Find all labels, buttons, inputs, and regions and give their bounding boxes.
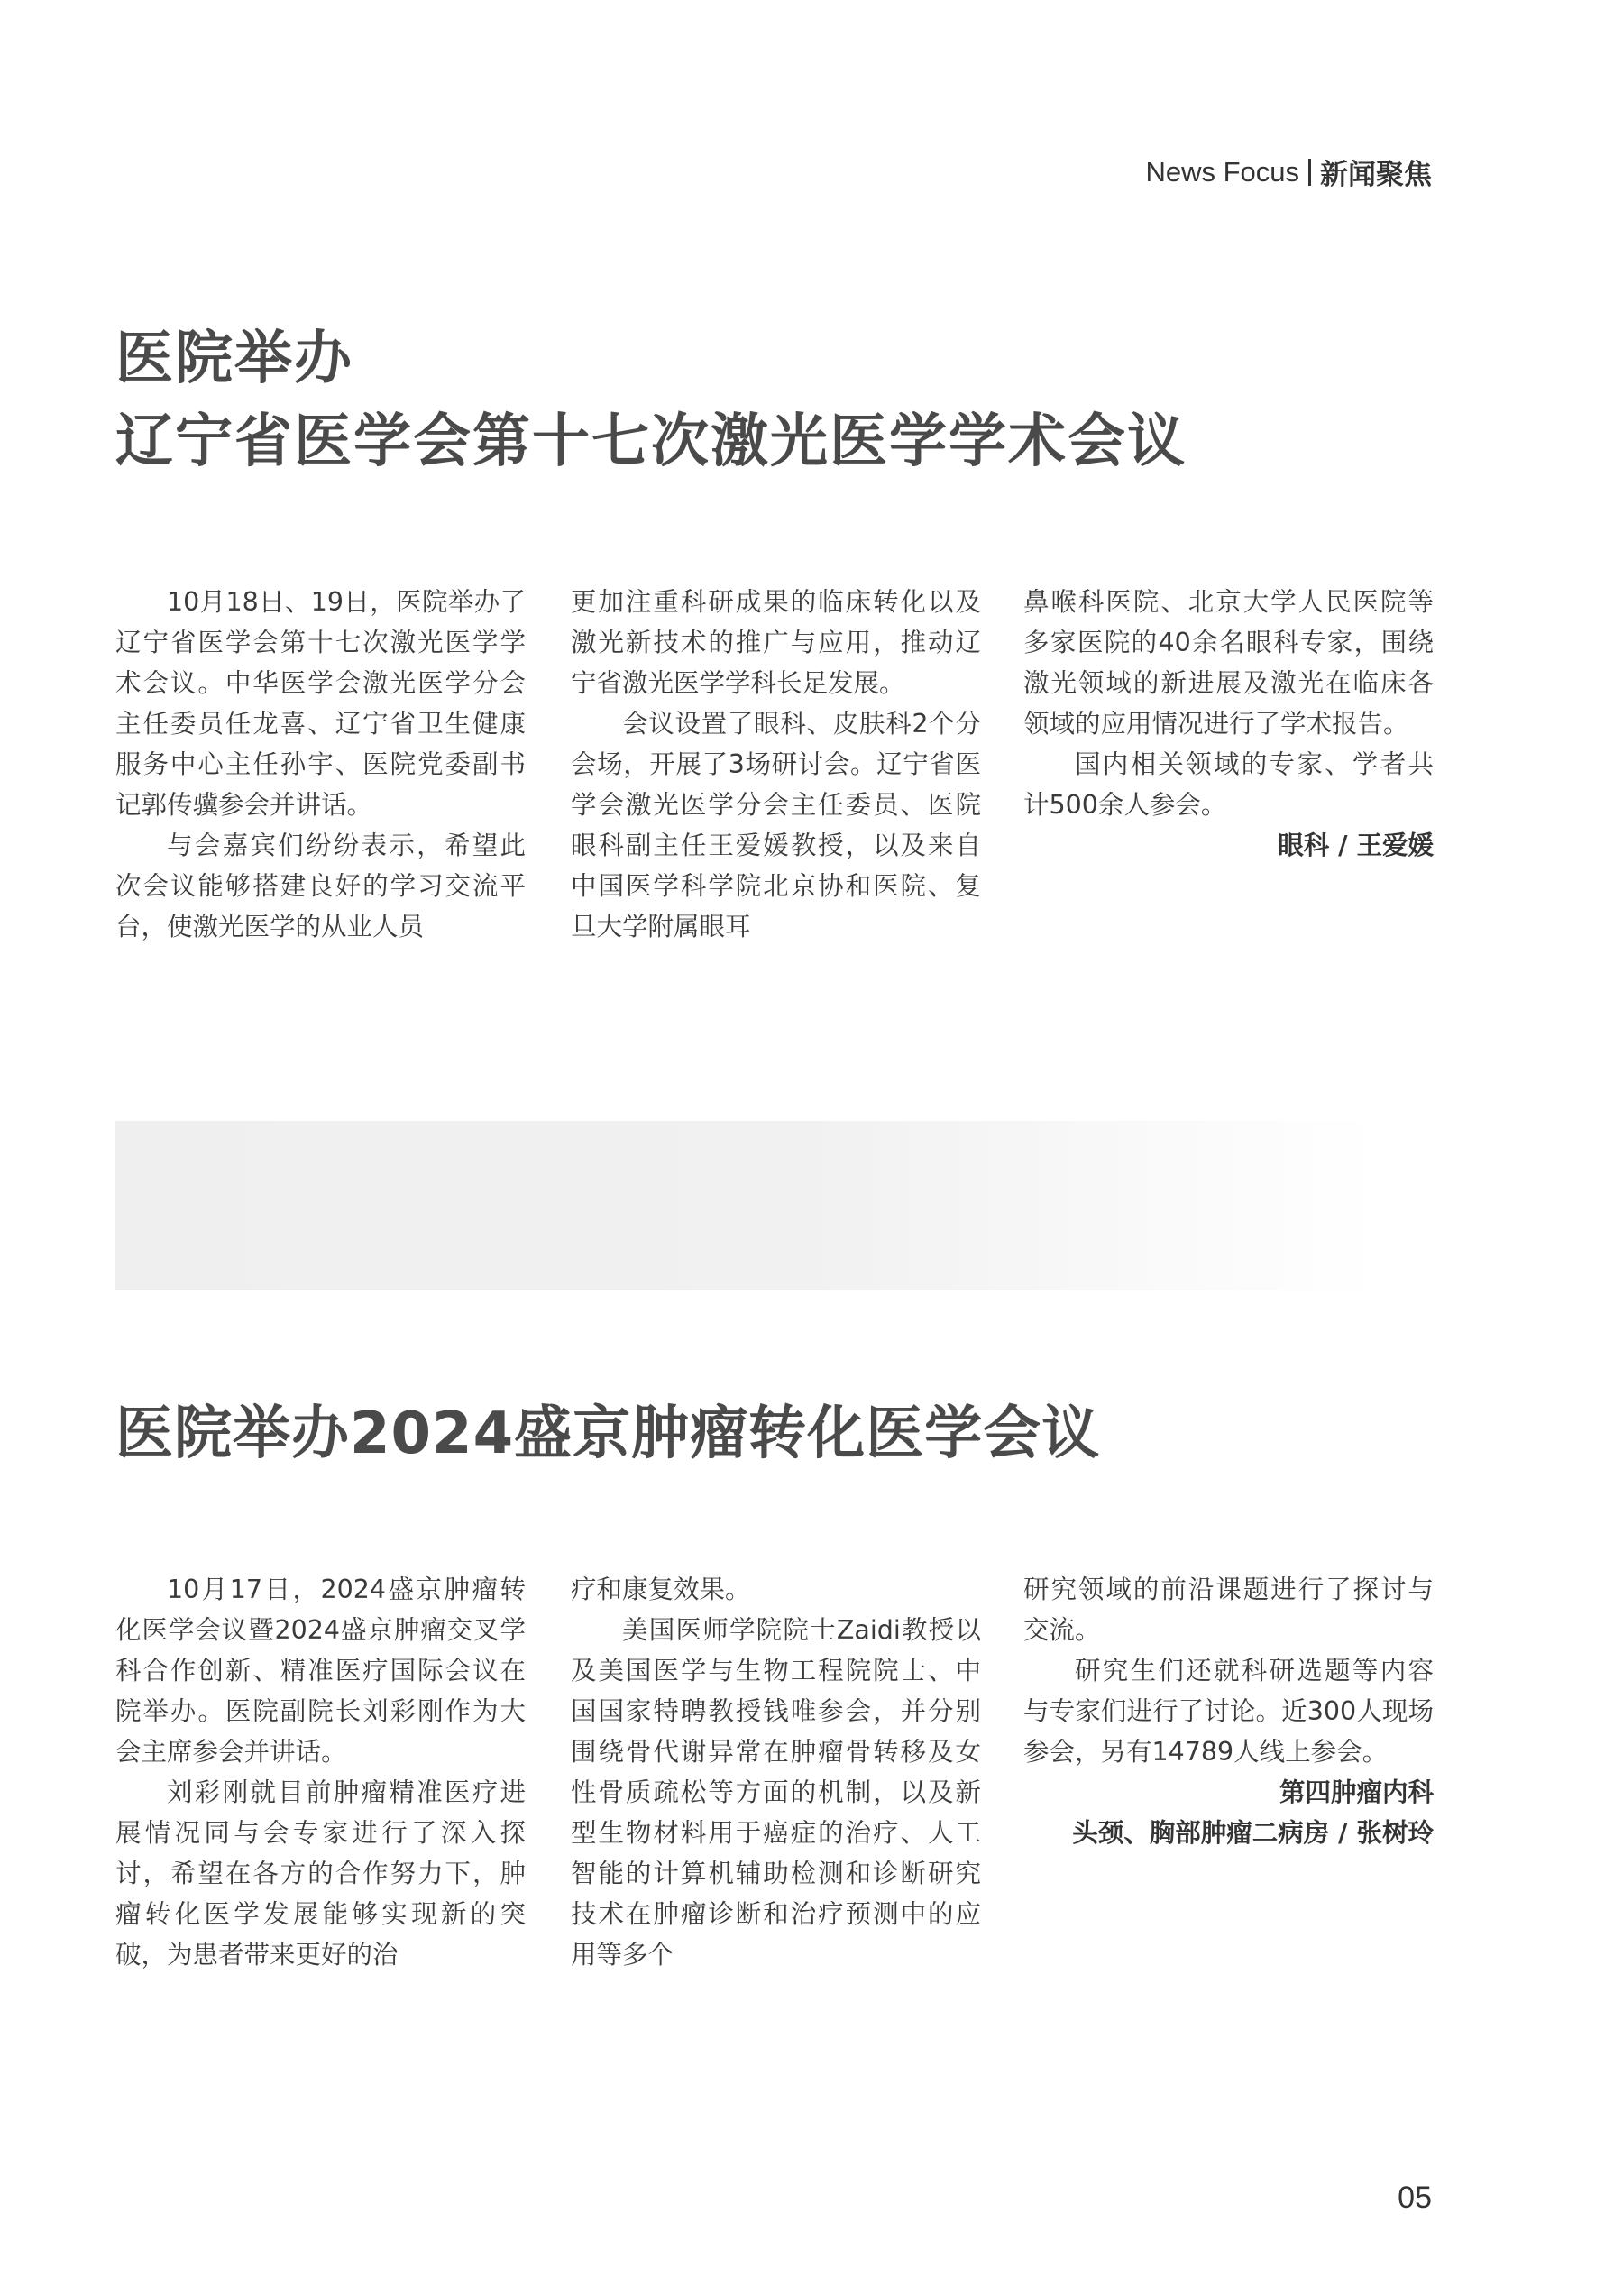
paragraph: 国内相关领域的专家、学者共计500余人参会。	[1023, 749, 1434, 820]
image-placeholder-band	[115, 1121, 1378, 1290]
article1-title-line1: 医院举办	[115, 326, 353, 392]
article2-column-1	[115, 1569, 526, 1975]
article1-signature: 眼科 / 王爱媛	[1278, 831, 1434, 860]
article2-column-3	[1023, 1569, 1434, 1853]
article2-signature-author: 头颈、胸部肿瘤二病房 / 张树玲	[1072, 1818, 1434, 1848]
section-header-en: News Focus	[1145, 155, 1299, 188]
paragraph: 更加注重科研成果的临床转化以及激光新技术的推广与应用，推动辽宁省激光医学学科长足发展。	[571, 587, 981, 698]
paragraph: 与会嘉宾们纷纷表示，希望此次会议能够搭建良好的学习交流平台，使激光医学的从业人员	[115, 831, 526, 941]
article1-column-1	[115, 582, 526, 947]
article2-signature-dept: 第四肿瘤内科	[1279, 1777, 1434, 1807]
section-header-cn: 新闻聚焦	[1320, 159, 1432, 191]
paragraph: 疗和康复效果。	[571, 1575, 751, 1604]
paragraph: 研究领域的前沿课题进行了探讨与交流。	[1023, 1575, 1434, 1645]
section-header	[1145, 152, 1432, 192]
article2-column-2	[571, 1569, 981, 1975]
paragraph: 会议设置了眼科、皮肤科2个分会场，开展了3场研讨会。辽宁省医学会激光医学分会主任委员、医院眼科副主任王爱媛教授，以及来自中国医学科学院北京协和医院、复旦大学附属眼耳	[571, 709, 981, 941]
paragraph: 刘彩刚就目前肿瘤精准医疗进展情况同与会专家进行了深入探讨，希望在各方的合作努力下，肿瘤转化医学发展能够实现新的突破，为患者带来更好的治	[115, 1777, 526, 1970]
article2-title: 医院举办2024盛京肿瘤转化医学会议	[115, 1401, 1101, 1467]
header-divider	[1308, 159, 1311, 186]
paragraph: 鼻喉科医院、北京大学人民医院等多家医院的40余名眼科专家，围绕激光领域的新进展及激光在临床各领域的应用情况进行了学术报告。	[1023, 587, 1434, 739]
paragraph: 10月18日、19日，医院举办了辽宁省医学会第十七次激光医学学术会议。中华医学会激光医学分会主任委员任龙喜、辽宁省卫生健康服务中心主任孙宇、医院党委副书记郭传骥参会并讲话。	[115, 587, 526, 820]
paragraph: 美国医师学院院士Zaidi教授以及美国医学与生物工程院院士、中国国家特聘教授钱唯参会，并分别围绕骨代谢异常在肿瘤骨转移及女性骨质疏松等方面的机制，以及新型生物材料用于癌症的治疗、人工智能的计算机辅助检测和诊断研究技术在肿瘤诊断和治疗预测中的应用等多个	[571, 1615, 981, 1970]
paragraph: 10月17日，2024盛京肿瘤转化医学会议暨2024盛京肿瘤交叉学科合作创新、精准医疗国际会议在院举办。医院副院长刘彩刚作为大会主席参会并讲话。	[115, 1575, 526, 1767]
article1-column-3	[1023, 582, 1434, 866]
article1-column-2	[571, 582, 981, 947]
page-number: 05	[1398, 2181, 1432, 2215]
paragraph: 研究生们还就科研选题等内容与专家们进行了讨论。近300人现场参会，另有14789人线上参会。	[1023, 1656, 1434, 1767]
article1-title	[115, 317, 1187, 483]
article1-title-line2: 辽宁省医学会第十七次激光医学学术会议	[115, 409, 1187, 475]
